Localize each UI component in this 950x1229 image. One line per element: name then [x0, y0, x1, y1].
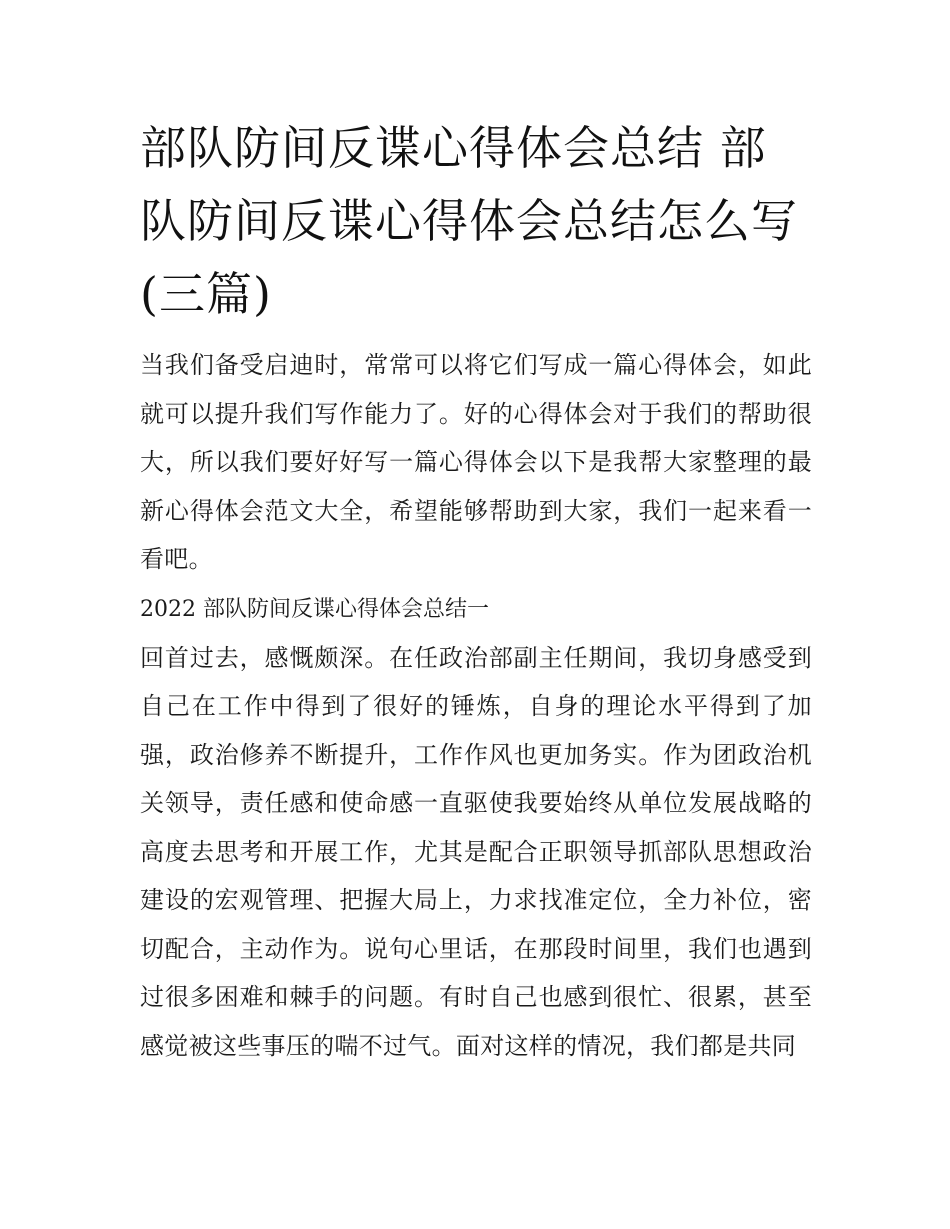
document-content: [140, 112, 812, 1070]
document-title: 部队防间反谍心得体会总结 部队防间反谍心得体会总结怎么写(三篇): [140, 121, 798, 321]
intro-paragraph: 当我们备受启迪时，常常可以将它们写成一篇心得体会，如此就可以提升我们写作能力了。好的心得体会对于我们的帮助很大，所以我们要好好写一篇心得体会以下是我帮大家整理的最新心得体会范文大全，希望能够帮助到大家，我们一起来看一看吧。: [140, 351, 812, 573]
section-heading: 2022 部队防间反谍心得体会总结一: [140, 596, 489, 622]
body-paragraph: 回首过去，感慨颇深。在任政治部副主任期间，我切身感受到自己在工作中得到了很好的锤炼，自身的理论水平得到了加强，政治修养不断提升，工作作风也更加务实。作为团政治机关领导，责任感和使命感一直驱使我要始终从单位发展战略的高度去思考和开展工作，尤其是配合正职领导抓部队思想政治建设的宏观管理、把握大局上，力求找准定位，全力补位，密切配合，主动作为。说句心里话，在那段时间里，我们也遇到过很多困难和棘手的问题。有时自己也感到很忙、很累，甚至感觉被这些事压的喘不过气。面对这样的情况，我们都是共同: [140, 643, 812, 1060]
